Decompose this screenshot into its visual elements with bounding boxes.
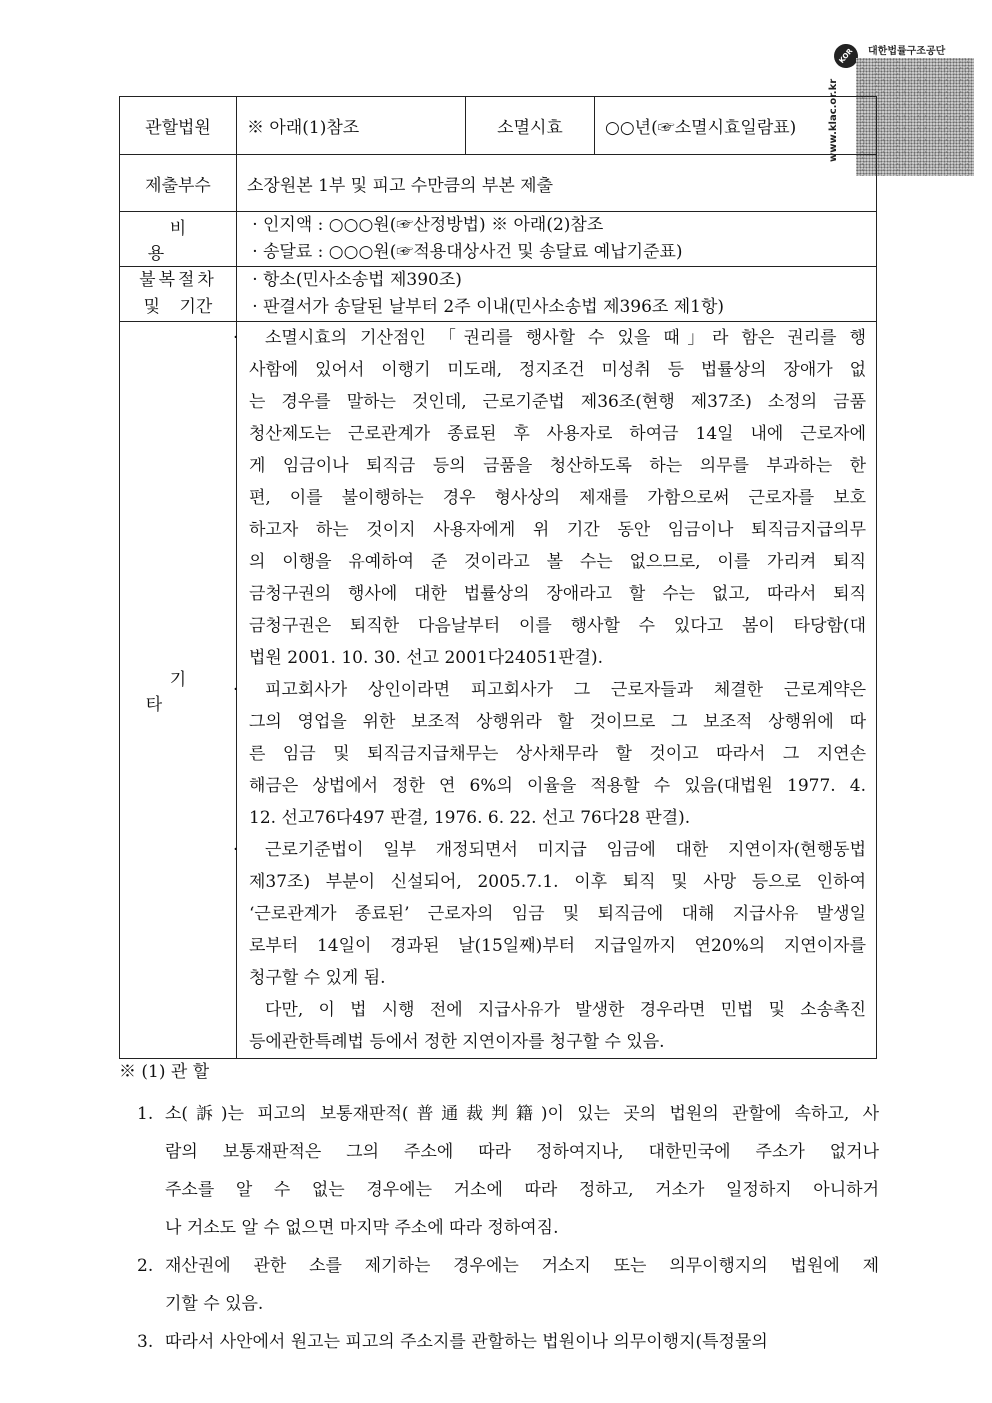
- jurisdiction-section: [119, 1055, 879, 1361]
- etc-paragraph: [247, 994, 866, 1058]
- etc-label: 기타: [120, 322, 237, 1059]
- bullet-mark: ·: [233, 840, 239, 860]
- etc-paragraph-line: 제37조) 부분이 신설되어, 2005.7.1. 이후 퇴직 및 사망 등으로 인하여: [249, 872, 866, 892]
- item-line: 따라서 사안에서 원고는 피고의 주소지를 관할하는 법원이나 의무이행지(특정물의: [165, 1332, 768, 1352]
- section-heading: ※ (1) 관 할: [119, 1062, 210, 1082]
- item-line: 나 거소도 알 수 없으면 마지막 주소에 따라 정하여짐.: [165, 1218, 559, 1238]
- etc-paragraph-line: · 근로기준법이 일부 개정되면서 미지급 임금에 대한 지연이자(현행동법: [265, 834, 866, 866]
- etc-paragraph-line: ‘근로관계가 종료된’ 근로자의 임금 및 퇴직금에 대해 지급사유 발생일: [249, 904, 866, 924]
- etc-paragraph: [233, 834, 866, 994]
- etc-paragraph-line: 금청구권의 행사에 대한 법률상의 장애라고 할 수는 없고, 따라서 퇴직: [249, 584, 866, 604]
- appeal-line-2: · 판결서가 송달된 날부터 2주 이내(민사소송법 제396조 제1항): [252, 297, 725, 317]
- etc-paragraph-line: 는 경우를 말하는 것인데, 근로기준법 제36조(현행 제37조) 소정의 금품: [249, 392, 866, 412]
- org-url: www.klac.or.kr: [828, 78, 839, 162]
- jurisdiction-item: [119, 1095, 879, 1247]
- copies-label: 제출부수: [120, 155, 237, 212]
- etc-paragraph-line: 하고자 하는 것이지 사용자에게 위 기간 동안 임금이나 퇴직금지급의무: [249, 520, 866, 540]
- appeal-label: 불복절차 및 기간: [120, 267, 237, 322]
- appeal-values: [237, 267, 877, 322]
- jurisdiction-item: [119, 1247, 879, 1323]
- lawsuit-info-table: [119, 96, 877, 1059]
- etc-paragraph: [233, 322, 866, 674]
- logo-text: KOR: [837, 47, 855, 65]
- item-line: 기할 수 있음.: [165, 1294, 264, 1314]
- limit-value: ○○년(☞소멸시효일람표): [595, 97, 877, 155]
- etc-paragraph-line: 법원 2001. 10. 30. 선고 2001다24051판결).: [249, 648, 604, 668]
- etc-paragraph-line: 금청구권은 퇴직한 다음날부터 이를 행사할 수 있다고 봄이 타당함(대: [249, 616, 866, 636]
- item-number: 1.: [137, 1104, 154, 1124]
- etc-paragraph-line: 해금은 상법에서 정한 연 6%의 이율을 적용할 수 있음(대법원 1977. 4.: [249, 776, 866, 796]
- stamp-fee-line: · 인지액 : ○○○원(☞산정방법) ※ 아래(2)참조: [252, 215, 604, 235]
- item-line: 소(訴)는 피고의 보통재판적(普通裁判籍)이 있는 곳의 법원의 관할에 속하고, 사: [165, 1104, 879, 1124]
- etc-paragraph-line: 다만, 이 법 시행 전에 지급사유가 발생한 경우라면 민법 및 소송촉진: [265, 1000, 866, 1020]
- etc-paragraph-line: 로부터 14일이 경과된 날(15일째)부터 지급일까지 연20%의 지연이자를: [249, 936, 866, 956]
- jurisdiction-items: [119, 1095, 879, 1361]
- etc-paragraph: [233, 674, 866, 834]
- item-number: 2.: [137, 1256, 154, 1276]
- service-fee-line: · 송달료 : ○○○원(☞적용대상사건 및 송달료 예납기준표): [252, 242, 683, 262]
- appeal-line-1: · 항소(민사소송법 제390조): [252, 270, 462, 290]
- cost-label: 비용: [120, 212, 237, 267]
- etc-paragraph-line: 청구할 수 있게 됨.: [249, 968, 386, 988]
- court-value: ※ 아래(1)참조: [237, 97, 466, 155]
- etc-paragraph-line: 12. 선고76다497 판결, 1976. 6. 22. 선고 76다28 판결).: [249, 808, 691, 828]
- jurisdiction-item: [119, 1323, 879, 1361]
- item-line: 람의 보통재판적은 그의 주소에 따라 정하여지나, 대한민국에 주소가 없거나: [165, 1142, 879, 1162]
- etc-paragraph-line: · 피고회사가 상인이라면 피고회사가 그 근로자들과 체결한 근로계약은: [265, 674, 866, 706]
- bullet-mark: ·: [233, 680, 239, 700]
- etc-paragraph-line: 편, 이를 불이행하는 경우 형사상의 제재를 가함으로써 근로자를 보호: [249, 488, 866, 508]
- item-line: 재산권에 관한 소를 제기하는 경우에는 거소지 또는 의무이행지의 법원에 제: [165, 1256, 879, 1276]
- etc-paragraph-line: 청산제도는 근로관계가 종료된 후 사용자로 하여금 14일 내에 근로자에: [249, 424, 866, 444]
- cost-values: [237, 212, 877, 267]
- item-line: 주소를 알 수 없는 경우에는 거소에 따라 정하고, 거소가 일정하지 아니하거: [165, 1180, 879, 1200]
- etc-paragraph-line: 사함에 있어서 이행기 미도래, 정지조건 미성취 등 법률상의 장애가 없: [249, 360, 866, 380]
- etc-paragraph-line: 의 이행을 유예하여 준 것이라고 볼 수는 없으므로, 이를 가리켜 퇴직: [249, 552, 866, 572]
- etc-paragraph-line: 게 임금이나 퇴직금 등의 금품을 청산하도록 하는 의무를 부과하는 한: [249, 456, 866, 476]
- copies-value: 소장원본 1부 및 피고 수만큼의 부본 제출: [237, 155, 877, 212]
- etc-paragraphs: [233, 322, 866, 1058]
- etc-paragraph-line: 그의 영업을 위한 보조적 상행위라 할 것이므로 그 보조적 상행위에 따: [249, 712, 866, 732]
- bullet-mark: ·: [233, 328, 239, 348]
- etc-paragraph-line: 등에관한특례법 등에서 정한 지연이자를 청구할 수 있음.: [249, 1032, 665, 1052]
- etc-paragraph-line: 른 임금 및 퇴직금지급채무는 상사채무라 할 것이고 따라서 그 지연손: [249, 744, 866, 764]
- item-number: 3.: [137, 1332, 154, 1352]
- etc-content: [233, 322, 877, 1059]
- limit-label: 소멸시효: [466, 97, 595, 155]
- org-name: 대한법률구조공단: [868, 46, 946, 57]
- etc-paragraph-line: · 소멸시효의 기산점인 「권리를 행사할 수 있을 때」라 함은 권리를 행: [265, 322, 866, 354]
- court-label: 관할법원: [120, 97, 237, 155]
